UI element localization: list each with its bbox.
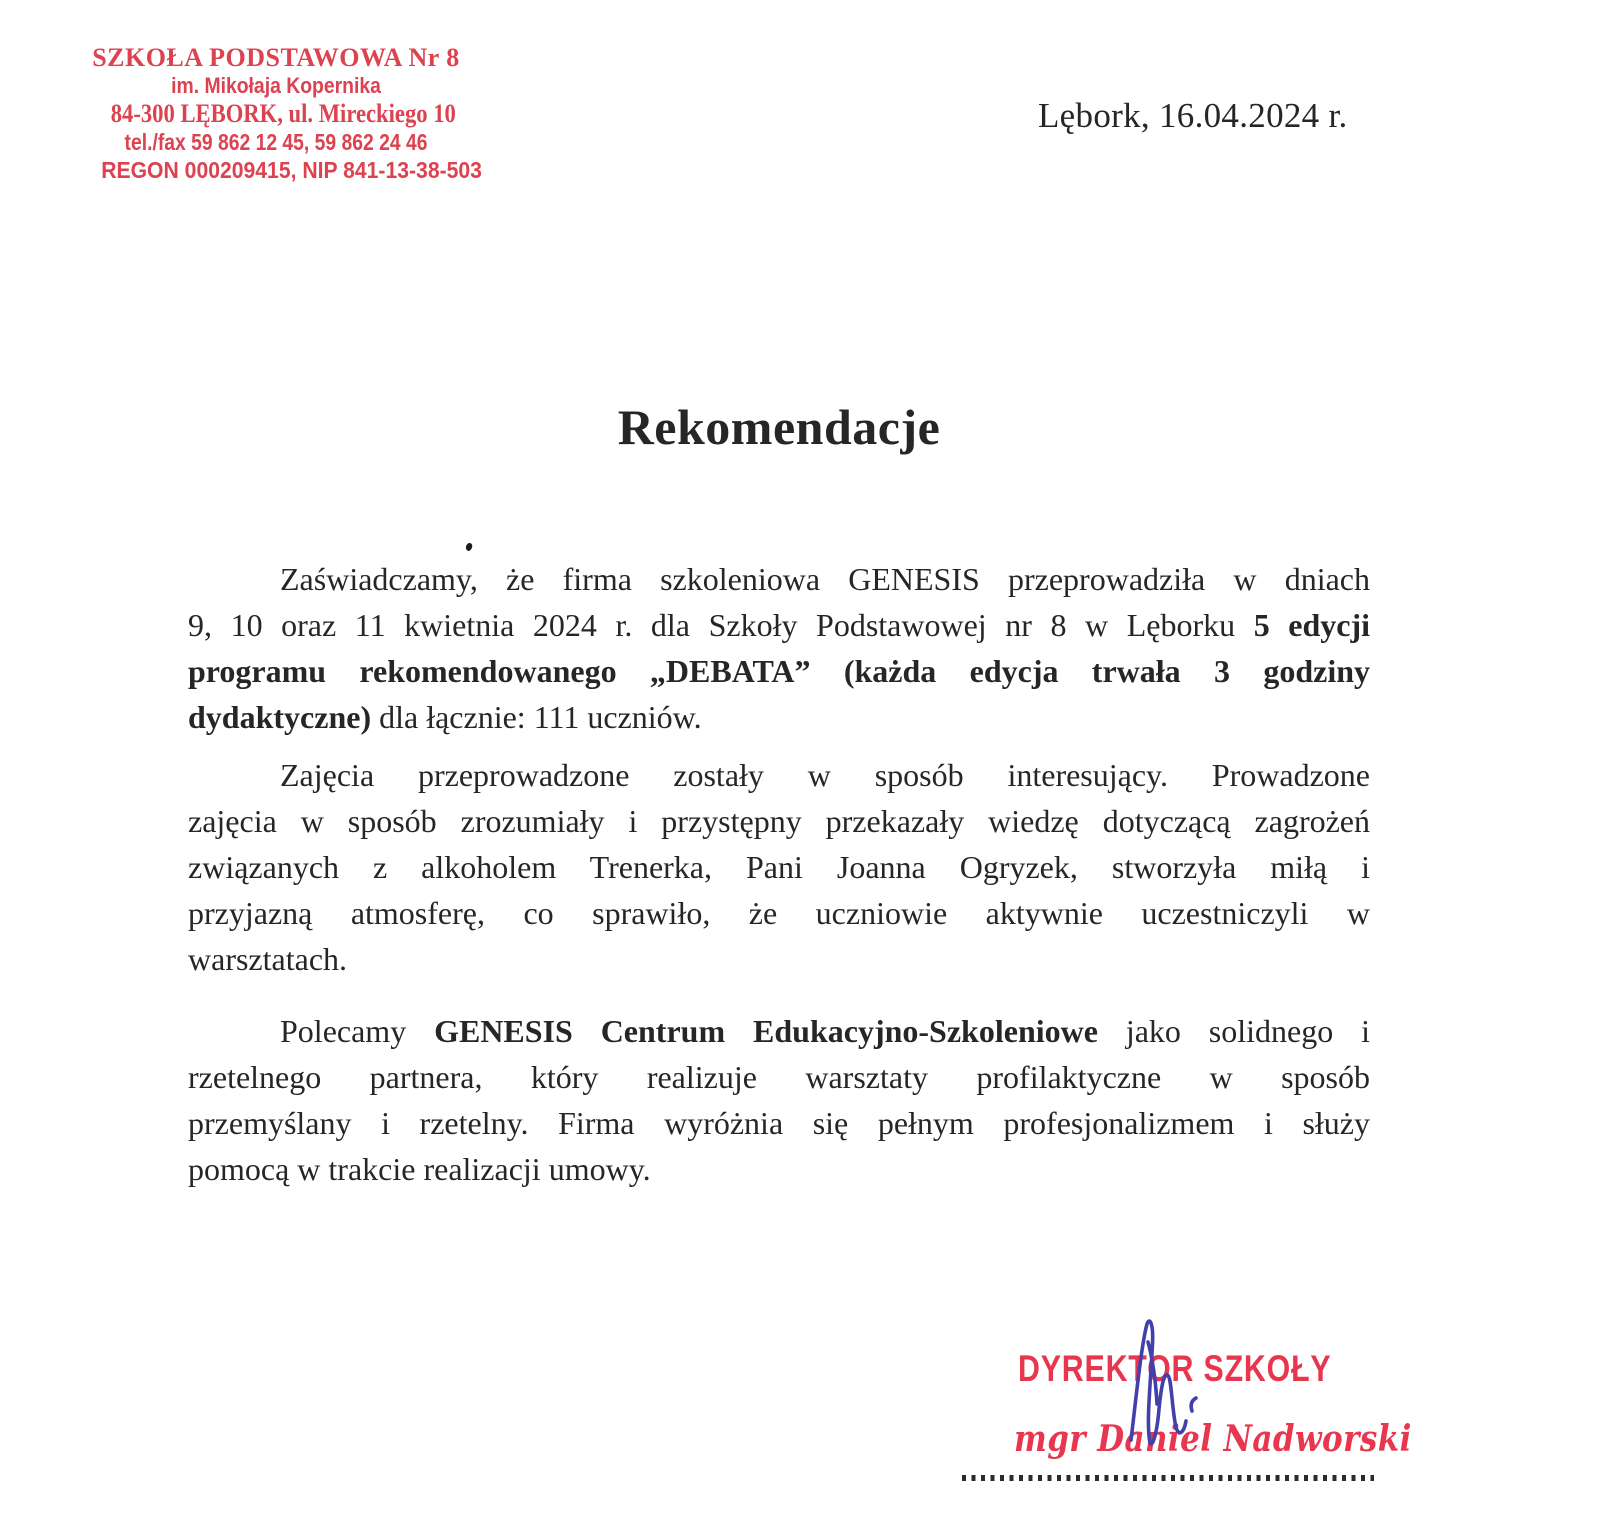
stamp-line: im. Mikołaja Kopernika bbox=[171, 73, 381, 98]
paragraph bbox=[188, 1008, 1370, 1192]
body-text: dla łącznie: 111 uczniów. bbox=[371, 699, 702, 735]
body-text: Zaświadczamy, że firma szkoleniowa GENESIS przeprowadziła w dniach bbox=[280, 561, 1370, 597]
body-line bbox=[188, 648, 1370, 694]
date-line: Lębork, 16.04.2024 r. bbox=[1038, 96, 1348, 135]
body-text: 9, 10 oraz 11 kwietnia 2024 r. dla Szkoły Podstawowej nr 8 w Lęborku bbox=[188, 607, 1254, 643]
scan-artifact-dot bbox=[465, 542, 473, 551]
body-text: warsztatach. bbox=[188, 941, 348, 977]
letter-body bbox=[188, 556, 1370, 1192]
body-line bbox=[188, 1100, 1370, 1146]
stamp-line: 84-300 LĘBORK, ul. Mireckiego 10 bbox=[110, 99, 456, 128]
body-text-bold: dydaktyczne) bbox=[188, 699, 372, 735]
body-line bbox=[188, 936, 1370, 982]
body-line bbox=[188, 890, 1370, 936]
signature-ink-scribble bbox=[1116, 1312, 1212, 1462]
body-text-bold: programu rekomendowanego „DEBATA” (każda edycja trwała 3 godziny bbox=[188, 653, 1370, 689]
body-line bbox=[188, 694, 1370, 740]
body-line bbox=[188, 1054, 1370, 1100]
body-text: jako solidnego i bbox=[1097, 1013, 1371, 1049]
body-text-bold: GENESIS Centrum Edukacyjno-Szkoleniowe bbox=[434, 1013, 1098, 1049]
body-text: przyjazną atmosferę, co sprawiło, że uczniowie aktywnie uczestniczyli w bbox=[188, 895, 1370, 931]
body-line bbox=[188, 1146, 1370, 1192]
body-line bbox=[188, 602, 1370, 648]
body-line bbox=[188, 1008, 1370, 1054]
body-line bbox=[188, 556, 1370, 602]
signature-role: DYREKTOR SZKOŁY bbox=[1018, 1348, 1332, 1389]
body-text: Zajęcia przeprowadzone zostały w sposób interesujący. Prowadzone bbox=[280, 757, 1370, 793]
letter-title: Rekomendacje bbox=[617, 399, 941, 455]
paragraph bbox=[188, 752, 1370, 982]
body-line bbox=[188, 844, 1370, 890]
body-line bbox=[188, 752, 1370, 798]
body-line bbox=[188, 798, 1370, 844]
body-text-bold: 5 edycji bbox=[1253, 607, 1371, 643]
body-text: przemyślany i rzetelny. Firma wyróżnia się pełnym profesjonalizmem i służy bbox=[188, 1105, 1370, 1141]
body-text: pomocą w trakcie realizacji umowy. bbox=[188, 1151, 651, 1187]
stamp-line: REGON 000209415, NIP 841-13-38-503 bbox=[101, 157, 482, 183]
school-stamp bbox=[86, 43, 482, 184]
signature-name: mgr Daniel Nadworski bbox=[1014, 1418, 1412, 1460]
body-text: zajęcia w sposób zrozumiały i przystępny przekazały wiedzę dotyczącą zagrożeń bbox=[188, 803, 1370, 839]
body-text: rzetelnego partnera, który realizuje warsztaty profilaktyczne w sposób bbox=[188, 1059, 1370, 1095]
stamp-line: SZKOŁA PODSTAWOWA Nr 8 bbox=[92, 43, 460, 72]
paragraph bbox=[188, 556, 1370, 740]
signature-dotted-line bbox=[962, 1474, 1374, 1482]
stamp-line: tel./fax 59 862 12 45, 59 862 24 46 bbox=[124, 129, 428, 155]
body-text: Polecamy bbox=[280, 1013, 435, 1049]
body-text: związanych z alkoholem Trenerka, Pani Joanna Ogryzek, stworzyła miłą i bbox=[188, 849, 1370, 885]
